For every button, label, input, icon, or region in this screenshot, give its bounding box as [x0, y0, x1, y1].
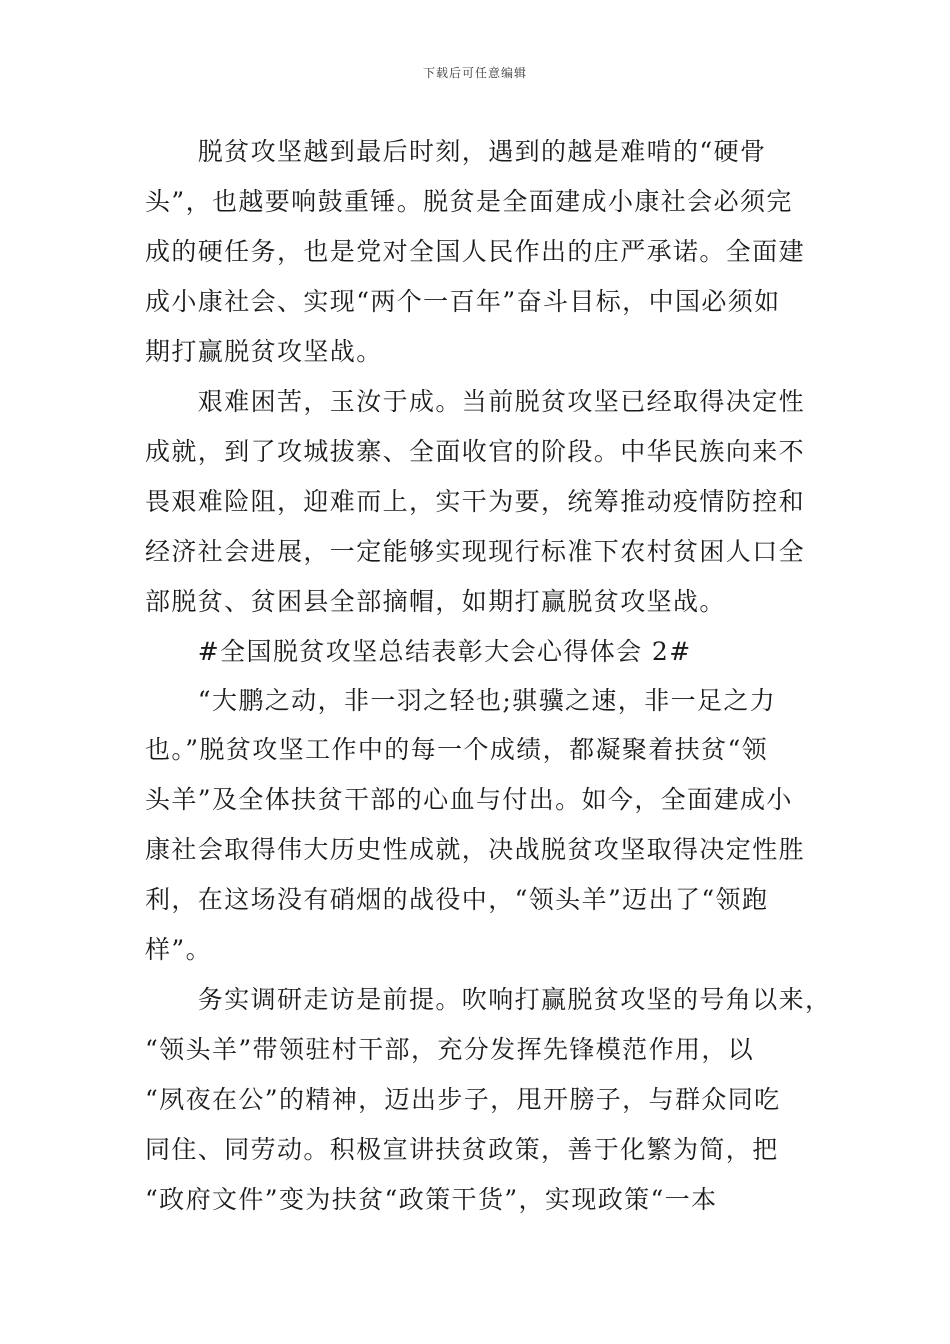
text-line: 经济社会进展，一定能够实现现行标准下农村贫困人口全 — [145, 537, 806, 566]
text-line: “夙夜在公”的精神，迈出步子，甩开膀子，与群众同吃 — [145, 1085, 781, 1114]
text-line: 部脱贫、贫困县全部摘帽，如期打赢脱贫攻坚战。 — [145, 587, 726, 616]
text-line: 成的硬任务，也是党对全国人民作出的庄严承诺。全面建 — [145, 237, 806, 266]
text-line: 成就，到了攻城拔寨、全面收官的阶段。中华民族向来不 — [145, 437, 806, 466]
text-line: 脱贫攻坚越到最后时刻，遇到的越是难啃的“硬骨 — [145, 137, 767, 166]
text-line: “领头羊”带领驻村干部，充分发挥先锋模范作用，以 — [145, 1035, 755, 1064]
text-line: “大鹏之动，非一羽之轻也;骐骥之速，非一足之力 — [145, 686, 777, 715]
page-header: 下载后可任意编辑 — [422, 66, 527, 80]
text-line: 也。”脱贫攻坚工作中的每一个成绩，都凝聚着扶贫“领 — [145, 735, 769, 764]
text-line: 康社会取得伟大历史性成就，决战脱贫攻坚取得决定性胜 — [145, 835, 806, 864]
text-line: 成小康社会、实现“两个一百年”奋斗目标，中国必须如 — [145, 287, 781, 316]
text-line: 畏艰难险阻，迎难而上，实干为要，统筹推动疫情防控和 — [145, 487, 806, 516]
section-heading: #全国脱贫攻坚总结表彰大会心得体会 2# — [145, 637, 692, 666]
text-line: 务实调研走访是前提。吹响打赢脱贫攻坚的号角以来， — [145, 985, 832, 1014]
text-line: 头”，也越要响鼓重锤。脱贫是全面建成小康社会必须完 — [145, 187, 793, 216]
text-line: “政府文件”变为扶贫“政策干货”，实现政策“一本 — [145, 1185, 718, 1214]
text-line: 样”。 — [145, 935, 212, 964]
text-line: 艰难困苦，玉汝于成。当前脱贫攻坚已经取得决定性 — [145, 387, 806, 416]
text-line: 利，在这场没有硝烟的战役中，“领头羊”迈出了“领跑 — [145, 885, 769, 914]
text-line: 期打赢脱贫攻坚战。 — [145, 337, 383, 366]
text-line: 头羊”及全体扶贫干部的心血与付出。如今，全面建成小 — [145, 785, 793, 814]
text-line: 同住、同劳动。积极宣讲扶贫政策，善于化繁为简，把 — [145, 1135, 779, 1164]
